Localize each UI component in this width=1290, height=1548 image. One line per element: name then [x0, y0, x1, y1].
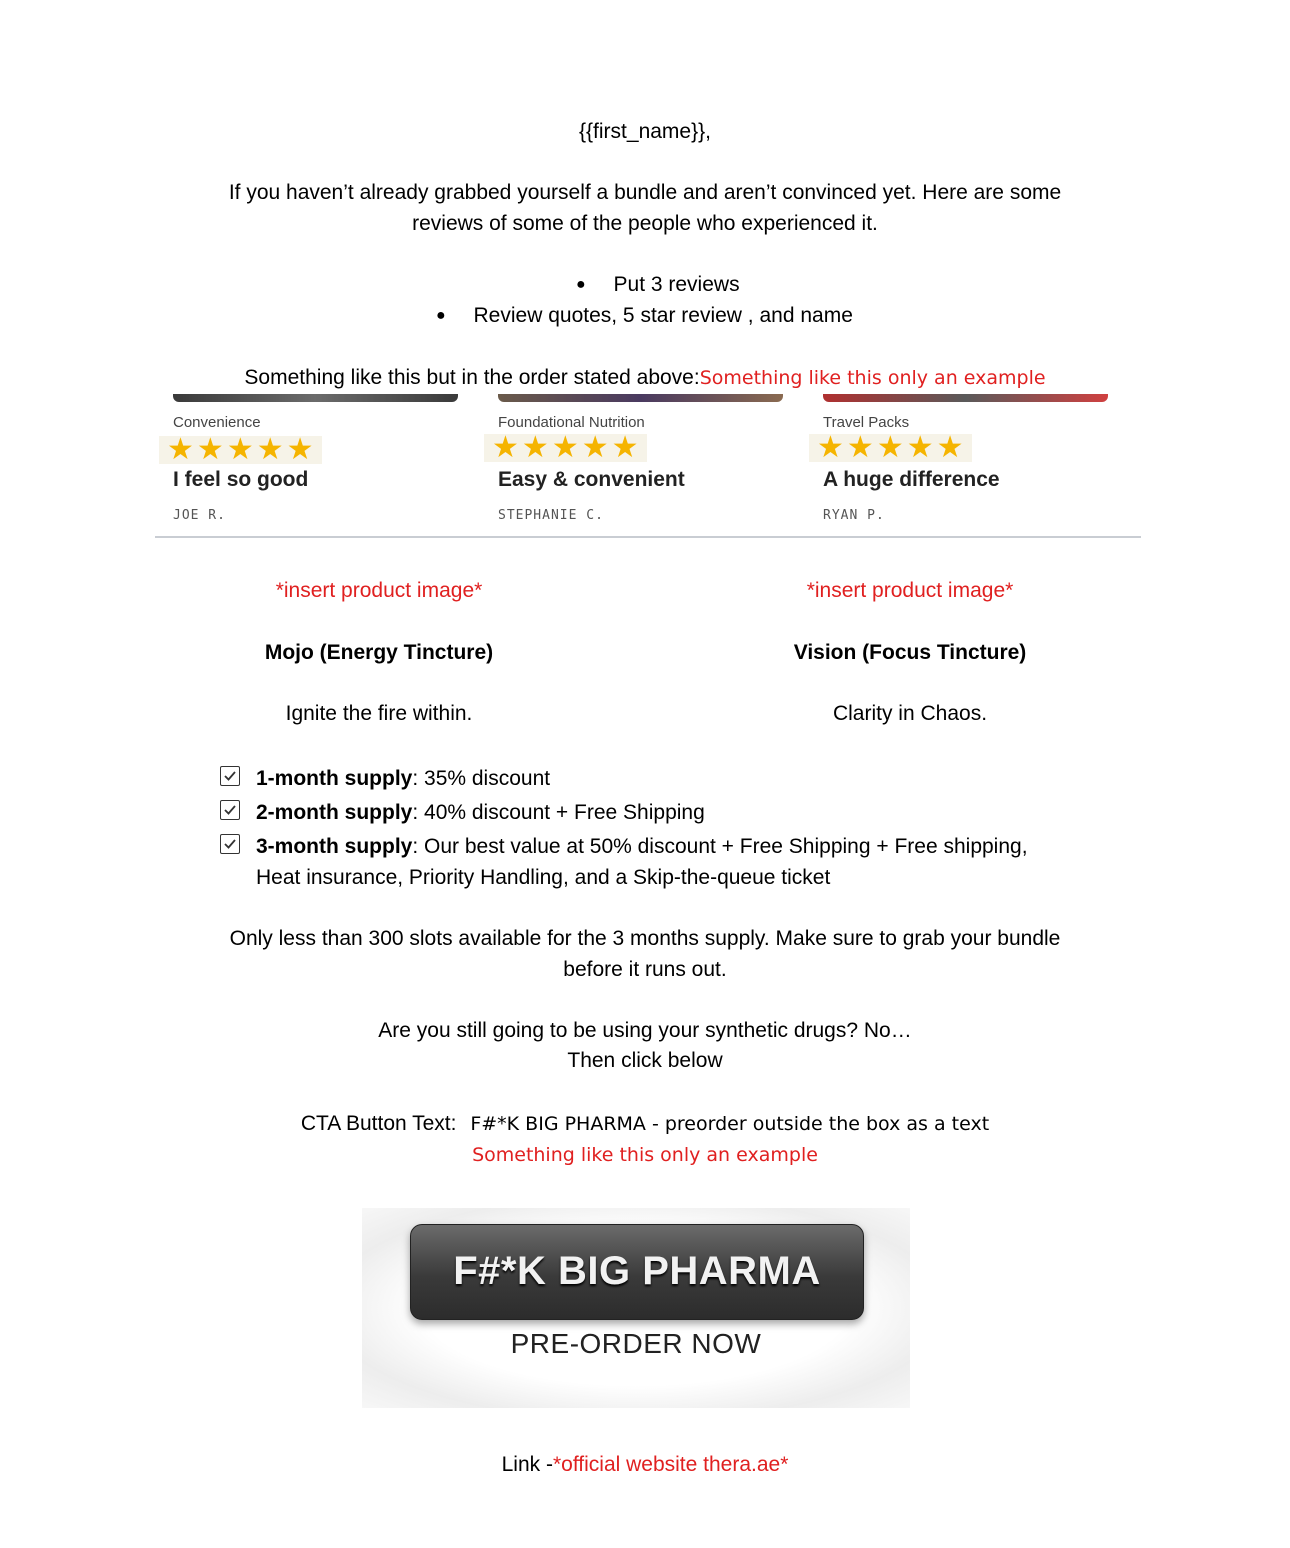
review-card: [492, 394, 783, 536]
star-icon: ★: [256, 433, 284, 466]
review-strip-image: [155, 394, 1141, 538]
star-icon: ★: [521, 431, 549, 464]
product-tagline: Ignite the fire within.: [285, 702, 473, 725]
cta-example-image: [362, 1208, 910, 1408]
cta-text-line: [0, 1108, 1290, 1140]
review-card: [817, 394, 1108, 536]
review-title: I feel so good: [173, 468, 309, 491]
offer-detail-cont: Heat insurance, Priority Handling, and a Skip-the-queue ticket: [256, 866, 831, 889]
link-label: Link -: [501, 1453, 553, 1476]
scarcity-line-1: Only less than 300 slots available for the 3 months supply. Make sure to grab your bundle: [229, 927, 1061, 950]
cta-value: F#*K BIG PHARMA - preorder outside the box as a text: [470, 1113, 990, 1135]
review-category: Convenience: [173, 414, 261, 431]
star-icon: ★: [551, 431, 579, 464]
offer-text: [256, 763, 1136, 794]
offer-bold: 2-month supply: [256, 801, 413, 824]
product-image-placeholder: *insert product image*: [275, 579, 483, 602]
greeting: {{first_name}},: [579, 120, 711, 143]
bullet-item: [436, 300, 853, 333]
product-name: Vision (Focus Tincture): [793, 641, 1027, 664]
product-name: Mojo (Energy Tincture): [264, 641, 494, 664]
cta-button[interactable]: [410, 1224, 864, 1320]
cta-note: Something like this only an example: [472, 1144, 818, 1166]
cta-label: CTA Button Text:: [300, 1112, 457, 1135]
star-icon: ★: [817, 431, 844, 464]
bullet-dot-icon: ●: [576, 276, 586, 293]
example-label: Something like this but in the order stated above:: [244, 366, 700, 389]
review-name: RYAN P.: [823, 508, 885, 523]
bullet-dot-icon: ●: [436, 307, 446, 324]
offer-text: [256, 831, 1136, 893]
star-icon: ★: [196, 433, 224, 466]
example-line: [0, 362, 1290, 394]
bullet-item: [576, 269, 740, 302]
checked-box-icon: [220, 766, 240, 786]
checked-box-icon: [220, 800, 240, 820]
link-line: [0, 1449, 1290, 1480]
offer-bold: 3-month supply: [256, 835, 413, 858]
offer-bold: 1-month supply: [256, 767, 413, 790]
question-line-2: Then click below: [567, 1049, 723, 1072]
checked-box-icon: [220, 834, 240, 854]
star-icon: ★: [581, 431, 609, 464]
product-tagline: Clarity in Chaos.: [832, 702, 988, 725]
bullet-text: Review quotes, 5 star review , and name: [473, 304, 853, 327]
review-title: A huge difference: [823, 468, 1000, 491]
review-stars: [809, 431, 972, 464]
review-name: JOE R.: [173, 508, 226, 523]
offer-detail: : 40% discount + Free Shipping: [412, 801, 705, 824]
review-image-strip: [498, 394, 783, 402]
review-title: Easy & convenient: [498, 468, 685, 491]
star-icon: ★: [936, 431, 964, 464]
question-line-1: Are you still going to be using your synthetic drugs? No…: [378, 1019, 912, 1042]
review-stars: [484, 431, 647, 464]
review-card: [167, 394, 458, 536]
review-category: Travel Packs: [823, 414, 910, 431]
star-icon: ★: [611, 431, 639, 464]
product-image-placeholder: *insert product image*: [806, 579, 1014, 602]
intro-line-2: reviews of some of the people who experienced it.: [412, 212, 878, 235]
example-note: Something like this only an example: [699, 367, 1046, 389]
scarcity-line-2: before it runs out.: [563, 958, 727, 981]
review-name: STEPHANIE C.: [498, 508, 604, 523]
review-image-strip: [823, 394, 1108, 402]
star-icon: ★: [906, 431, 934, 464]
star-icon: ★: [167, 433, 194, 466]
star-icon: ★: [492, 431, 519, 464]
star-icon: ★: [286, 433, 314, 466]
cta-sub-text: PRE-ORDER NOW: [510, 1328, 762, 1359]
star-icon: ★: [876, 431, 904, 464]
offer-text: [256, 797, 1136, 828]
review-image-strip: [173, 394, 458, 402]
star-icon: ★: [846, 431, 874, 464]
cta-button-text: F#*K BIG PHARMA: [453, 1249, 821, 1293]
intro-line-1: If you haven’t already grabbed yourself a bundle and aren’t convinced yet. Here are some: [228, 181, 1062, 204]
bullet-text: Put 3 reviews: [613, 273, 740, 296]
offer-detail: : 35% discount: [412, 767, 551, 790]
review-stars: [159, 433, 322, 466]
review-category: Foundational Nutrition: [498, 414, 645, 431]
offer-detail: : Our best value at 50% discount + Free Shipping + Free shipping,: [412, 835, 1028, 858]
star-icon: ★: [226, 433, 254, 466]
website-link[interactable]: *official website thera.ae*: [552, 1453, 789, 1476]
